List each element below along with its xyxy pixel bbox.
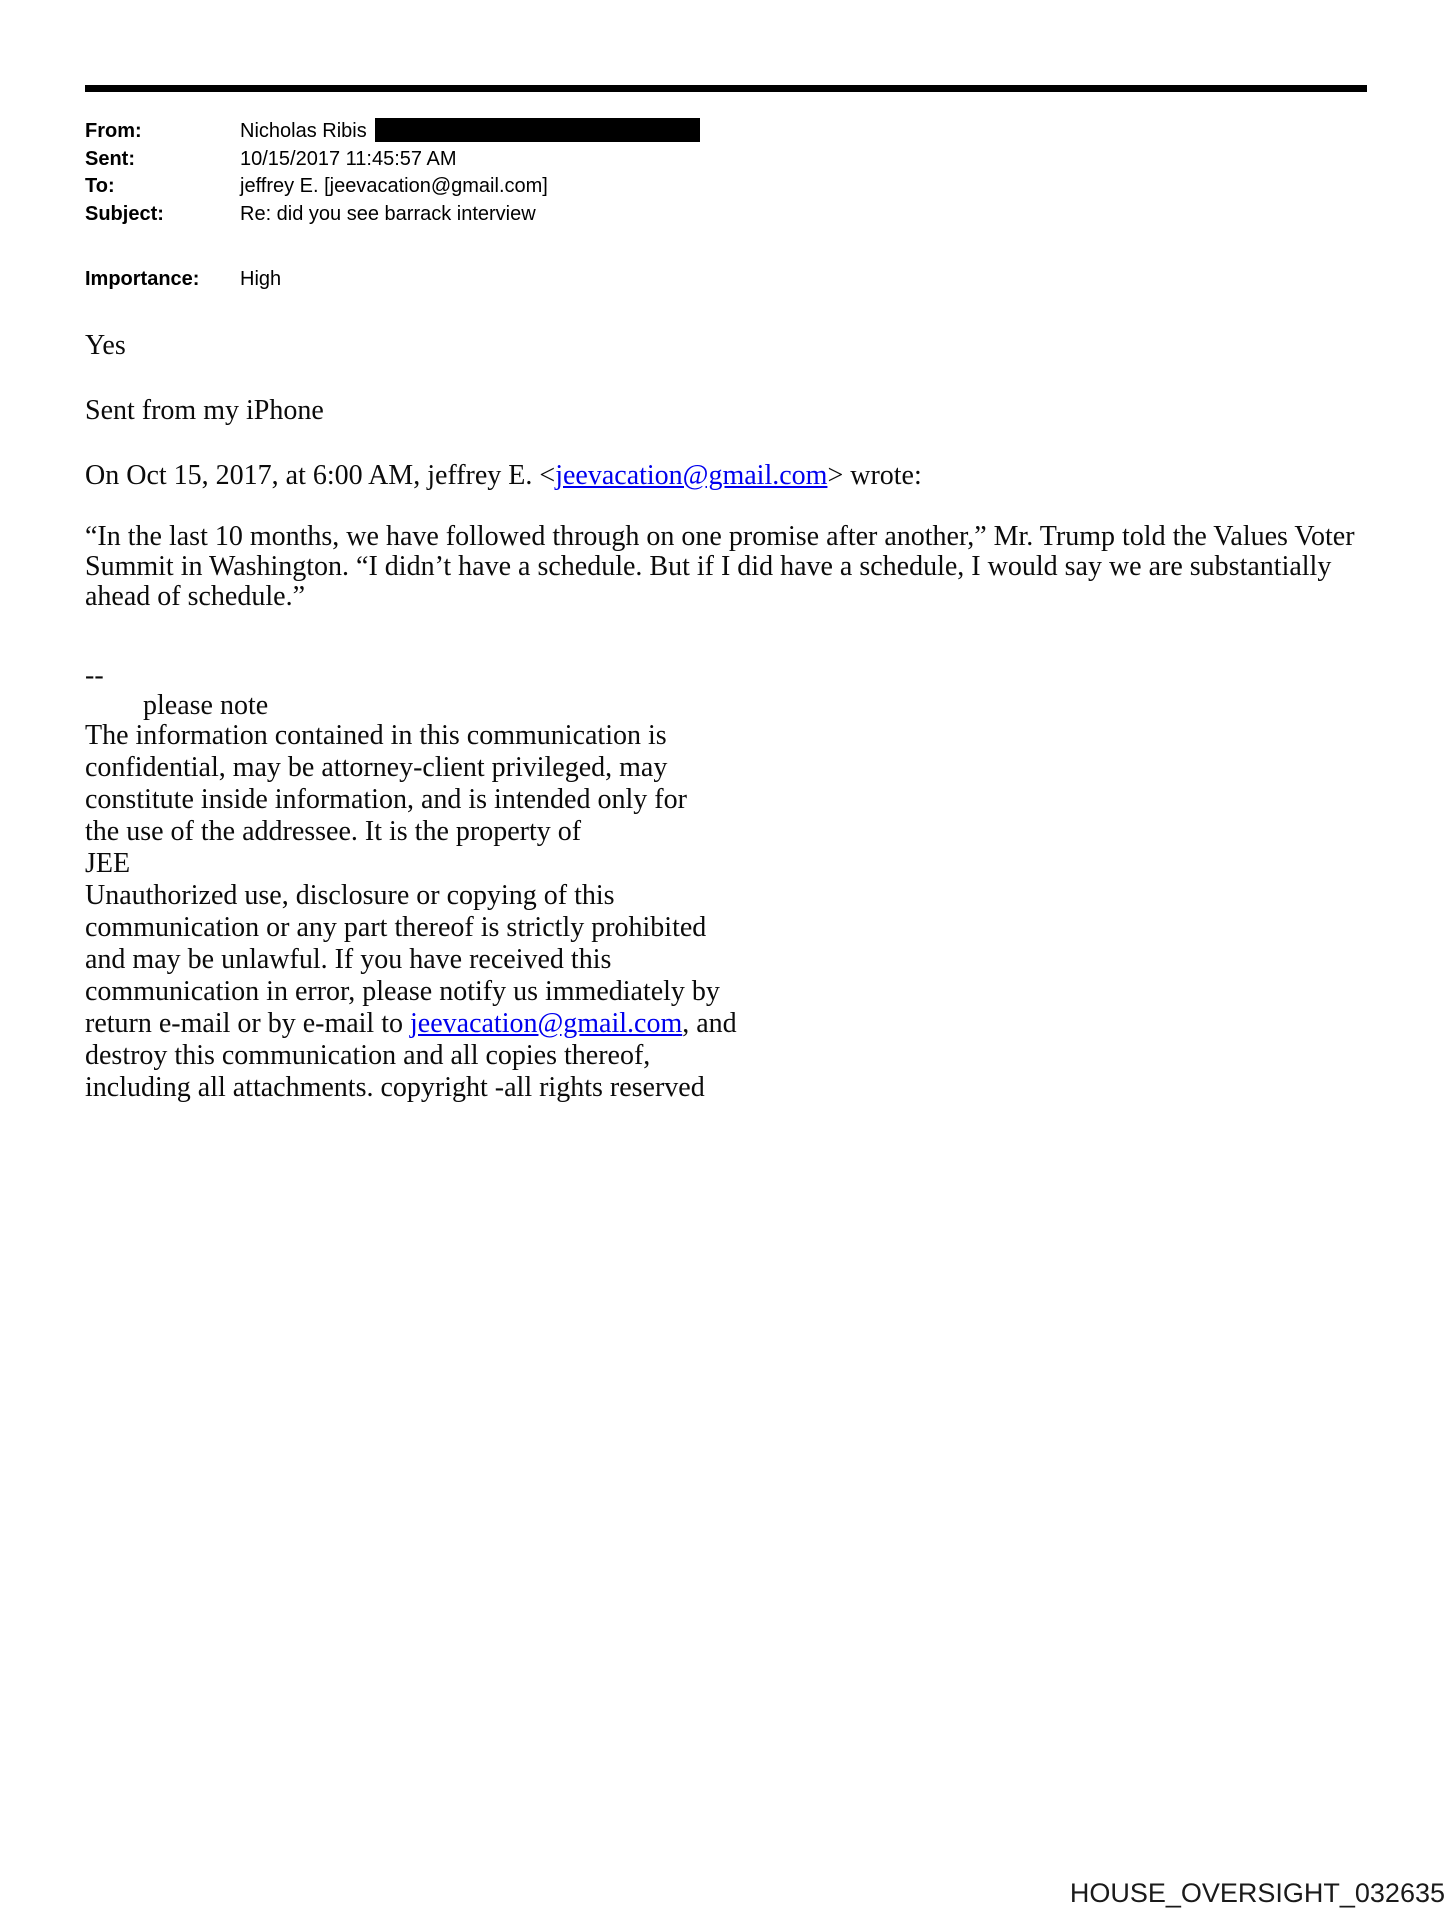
redaction-bar — [375, 118, 700, 142]
header-divider — [85, 85, 1367, 92]
disclaimer-line: communication or any part thereof is strictly prohibited — [85, 912, 707, 943]
quote-attribution-before: On Oct 15, 2017, at 6:00 AM, jeffrey E. < — [85, 460, 556, 491]
bates-number: HOUSE_OVERSIGHT_032635 — [1069, 1878, 1445, 1908]
subject-label: Subject: — [85, 202, 164, 225]
header-field-to — [85, 173, 700, 201]
sent-value: 10/15/2017 11:45:57 AM — [240, 147, 457, 170]
to-value: jeffrey E. [jeevacation@gmail.com] — [240, 175, 548, 197]
please-note-line: please note — [143, 690, 269, 721]
disclaimer-line: JEE — [85, 848, 131, 879]
from-value — [240, 118, 700, 146]
disclaimer-line: Unauthorized use, disclosure or copying of this — [85, 880, 615, 911]
disclaimer-link-line — [85, 1008, 1390, 1040]
disclaimer-line: constitute inside information, and is intended only for — [85, 784, 687, 815]
sender-name: Nicholas Ribis — [240, 120, 367, 142]
signature-text: Sent from my iPhone — [85, 395, 324, 426]
disclaimer-block — [85, 720, 1390, 1104]
signature-divider: -- — [85, 660, 104, 691]
quote-attribution-line — [85, 460, 1390, 492]
header-field-subject — [85, 201, 700, 229]
disclaimer-line: The information contained in this communication is — [85, 720, 667, 751]
disclaimer-line: including all attachments. copyright -all rights reserved — [85, 1072, 705, 1103]
importance-value: High — [240, 268, 282, 290]
disclaimer-link-after: , and — [682, 1008, 737, 1039]
header-field-importance — [85, 266, 700, 294]
disclaimer-line: and may be unlawful. If you have received this — [85, 944, 612, 975]
from-label: From: — [85, 120, 142, 142]
disclaimer-link-before: return e-mail or by e-mail to — [85, 1008, 410, 1039]
quoted-paragraph: “In the last 10 months, we have followed through on one promise after another,” Mr. Trump told the Values Voter Summit in Washington. “I didn’t have a schedule. But if I did have a schedule, I would say we are substantially ahead of schedule.” — [85, 521, 1355, 612]
header-field-sent — [85, 146, 700, 174]
quote-attribution-after: > wrote: — [827, 460, 922, 491]
disclaimer-line: the use of the addressee. It is the property of — [85, 816, 582, 847]
email-body — [85, 330, 1390, 1104]
sent-label: Sent: — [85, 147, 135, 170]
disclaimer-line: confidential, may be attorney-client privileged, may — [85, 752, 668, 783]
to-label: To: — [85, 175, 115, 197]
disclaimer-line: communication in error, please notify us immediately by — [85, 976, 720, 1007]
sender-email-link[interactable]: jeevacation@gmail.com — [555, 460, 828, 491]
header-field-from — [85, 118, 700, 146]
disclaimer-line: destroy this communication and all copies thereof, — [85, 1040, 651, 1071]
importance-label: Importance: — [85, 268, 200, 290]
subject-value: Re: did you see barrack interview — [240, 202, 536, 225]
notify-email-link[interactable]: jeevacation@gmail.com — [410, 1008, 683, 1039]
reply-text: Yes — [85, 330, 126, 361]
email-header — [85, 118, 700, 294]
